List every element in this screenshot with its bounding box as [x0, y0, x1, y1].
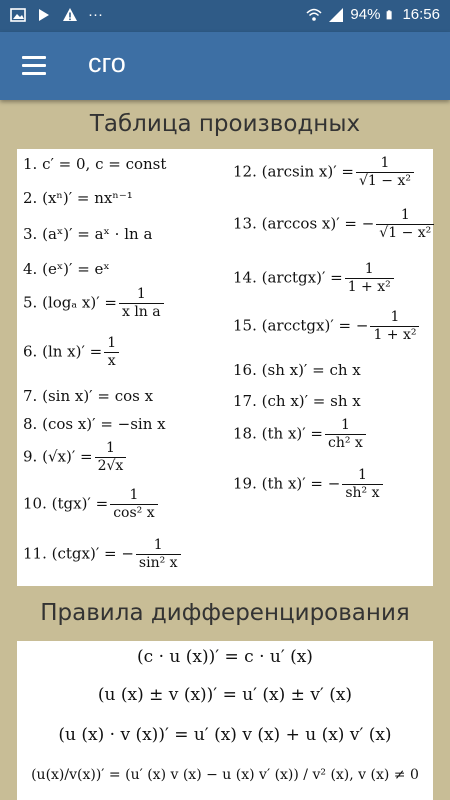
differentiation-rules-image [17, 641, 433, 800]
formula-18: 18. (th x)′ = $\frac{1}{\text{ch² x}}$ [233, 417, 368, 452]
formula-12: 12. (arcsin x)′ = $\frac{1}{\text{√1 − x²}}$ [233, 155, 416, 190]
formula-1: 1. c′ = 0, c = const [23, 155, 167, 173]
formula-10: 10. (tgx)′ = $\frac{1}{\text{cos² x}}$ [23, 487, 160, 522]
battery-icon [386, 7, 396, 23]
formula-19: 19. (th x)′ = − $\frac{1}{\text{sh² x}}$ [233, 467, 385, 502]
gallery-icon [10, 7, 26, 23]
formula-5: 5. (logₐ x)′ = $\frac{1}{\text{x ln a}}$ [23, 286, 166, 321]
formula-4: 4. (eˣ)′ = eˣ [23, 260, 110, 278]
status-bar [0, 0, 450, 32]
formula-15: 15. (arcctgx)′ = − $\frac{1}{\text{1 + x²}}$ [233, 309, 421, 344]
rule-3: (u (x) · v (x))′ = u′ (x) v (x) + u (x) v′ (x) [58, 725, 392, 745]
derivatives-table-title: Таблица производных [89, 111, 361, 137]
formula-7: 7. (sin x)′ = cos x [23, 387, 154, 405]
warning-icon [62, 7, 78, 23]
formula-11: 11. (ctgx)′ = − $\frac{1}{\text{sin² x}}$ [23, 537, 183, 572]
formula-9: 9. (√x)′ = $\frac{1}{2√x}$ [23, 440, 128, 475]
clock: 16:56 [402, 6, 440, 23]
rule-4: (u(x)/v(x))′ = (u′ (x) v (x) − u (x) v′ (x)) / v² (x), v (x) ≠ 0 [31, 767, 419, 783]
formula-16: 16. (sh x)′ = ch x [233, 361, 361, 379]
formula-13: 13. (arccos x)′ = − $\frac{1}{\text{√1 − x²}}$ [233, 207, 436, 242]
app-bar [0, 32, 450, 100]
formula-8: 8. (cos x)′ = −sin x [23, 415, 166, 433]
rule-1: (c · u (x))′ = c · u′ (x) [137, 647, 313, 667]
formula-17: 17. (ch x)′ = sh x [233, 392, 361, 410]
formula-3: 3. (aˣ)′ = aˣ · ln a [23, 225, 153, 243]
battery-percent: 94% [350, 6, 381, 23]
wifi-icon [306, 7, 322, 23]
formula-6: 6. (ln x)′ = $\frac{1}{x}$ [23, 335, 121, 370]
formula-2: 2. (xⁿ)′ = nxⁿ⁻¹ [23, 189, 133, 207]
derivatives-table-image [17, 149, 433, 586]
app-title: сго [88, 48, 126, 78]
formula-14: 14. (arctgx)′ = $\frac{1}{\text{1 + x²}}$ [233, 261, 396, 296]
differentiation-rules-title: Правила дифференцирования [40, 600, 410, 626]
signal-icon [328, 7, 344, 23]
more-notifications-icon: ··· [88, 6, 103, 23]
play-store-icon [36, 7, 52, 23]
rule-2: (u (x) ± v (x))′ = u′ (x) ± v′ (x) [97, 685, 353, 705]
hamburger-menu-icon[interactable] [18, 52, 52, 80]
